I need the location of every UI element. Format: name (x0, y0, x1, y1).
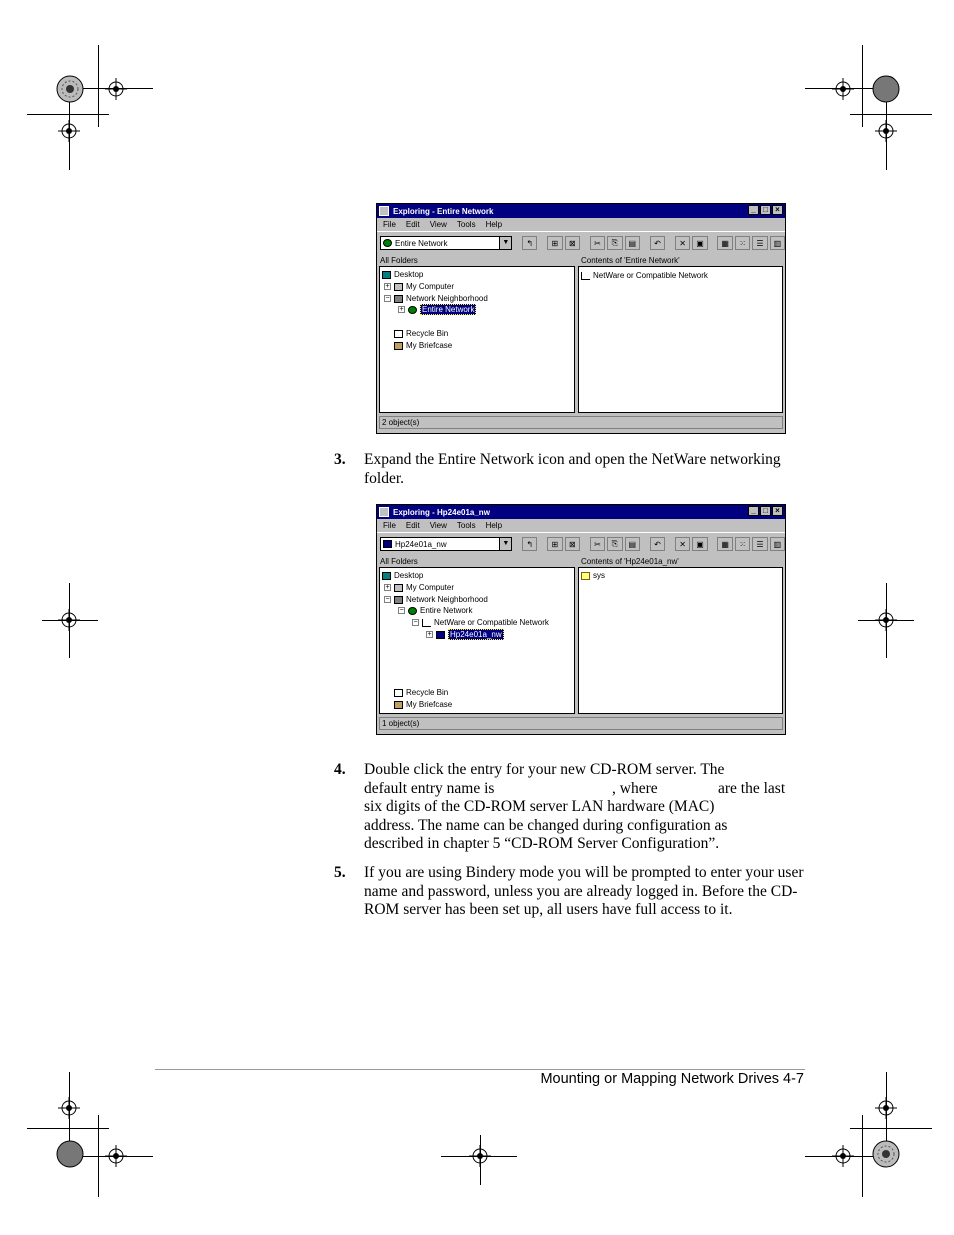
right-pane-header: Contents of 'Entire Network' (581, 255, 680, 265)
menu-file[interactable]: File (383, 521, 396, 530)
tree-item-network-neighborhood[interactable]: − Network Neighborhood (385, 294, 488, 303)
registration-target-icon (875, 609, 897, 631)
registration-target-icon (875, 120, 897, 142)
tree-item-netware-network[interactable]: − NetWare or Compatible Network (413, 618, 549, 627)
menu-bar (377, 519, 785, 532)
registration-target-icon (105, 1145, 127, 1167)
menu-tools[interactable]: Tools (456, 521, 476, 530)
delete-button[interactable]: ✕ (675, 537, 690, 551)
expand-icon[interactable]: + (385, 283, 390, 290)
expand-icon[interactable]: + (385, 584, 390, 591)
collapse-icon[interactable]: − (413, 619, 418, 626)
menu-tools[interactable]: Tools (456, 220, 476, 229)
pane-headers (377, 254, 785, 266)
details-view-button[interactable]: ▥ (770, 537, 785, 551)
chevron-down-icon[interactable]: ▼ (499, 237, 511, 249)
collapse-icon[interactable]: − (385, 596, 390, 603)
netware-network-icon (581, 272, 590, 280)
collapse-icon[interactable]: − (399, 607, 404, 614)
status-bar (379, 416, 783, 429)
registration-target-icon (58, 1097, 80, 1119)
address-value: Hp24e01a_nw (395, 539, 447, 549)
step-number: 3. (334, 451, 346, 468)
title-bar[interactable] (377, 505, 785, 519)
left-pane-header: All Folders (380, 255, 418, 265)
computer-icon (394, 584, 403, 592)
tree-item-my-computer[interactable]: + My Computer (385, 583, 455, 592)
tree-item-my-briefcase[interactable]: My Briefcase (394, 340, 452, 351)
gray-disc-icon (872, 75, 900, 103)
large-icons-button[interactable]: ▦ (717, 537, 732, 551)
list-view-button[interactable]: ☰ (752, 537, 767, 551)
left-pane-header: All Folders (380, 556, 418, 566)
right-pane-header: Contents of 'Hp24e01a_nw' (581, 556, 679, 566)
registration-target-icon (832, 78, 854, 100)
close-button[interactable]: × (772, 205, 783, 215)
list-item[interactable]: sys (581, 570, 605, 581)
paste-button[interactable]: ▤ (625, 236, 640, 250)
list-view-button[interactable]: ☰ (752, 236, 767, 250)
window-title: Exploring - Entire Network (393, 206, 494, 216)
toolbar (377, 532, 785, 555)
registration-target-icon (58, 609, 80, 631)
address-combo[interactable] (380, 537, 512, 551)
copy-button[interactable]: ⎘ (607, 537, 622, 551)
large-icons-button[interactable]: ▦ (717, 236, 732, 250)
computer-icon (394, 283, 403, 291)
map-drive-button[interactable]: ⊞ (547, 537, 562, 551)
explorer-window-entire-network (376, 203, 786, 434)
cut-button[interactable]: ✂ (590, 236, 605, 250)
window-title: Exploring - Hp24e01a_nw (393, 507, 490, 517)
paste-button[interactable]: ▤ (625, 537, 640, 551)
step-text: If you are using Bindery mode you will be prompted to enter your user name and password, unless you are already logged in. Before the CD-ROM server has been set up, all users have full access to it. (364, 864, 804, 919)
contents-pane[interactable] (578, 567, 783, 714)
menu-bar (377, 218, 785, 231)
netware-network-icon (422, 619, 431, 627)
properties-button[interactable]: ▣ (692, 537, 707, 551)
menu-file[interactable]: File (383, 220, 396, 229)
folder-tree[interactable] (379, 567, 575, 714)
expand-icon[interactable]: + (427, 631, 432, 638)
undo-button[interactable]: ↶ (650, 537, 665, 551)
disconnect-drive-button[interactable]: ⊠ (565, 537, 580, 551)
menu-edit[interactable]: Edit (405, 220, 420, 229)
disconnect-drive-button[interactable]: ⊠ (565, 236, 580, 250)
registration-target-icon (469, 1145, 491, 1167)
briefcase-icon (394, 701, 403, 709)
properties-button[interactable]: ▣ (692, 236, 707, 250)
explorer-icon (379, 206, 389, 216)
gray-disc-icon (56, 1140, 84, 1168)
step-text: Double click the entry for your new CD-ROM server. The default entry name is , where are the last six digits of the CD-ROM server LAN hardware (MAC) address. The name can be changed during configuration as described in chapter 5 “CD-ROM Server Configuration”. (364, 761, 786, 853)
chevron-down-icon[interactable]: ▼ (499, 538, 511, 550)
desktop-icon (382, 271, 391, 279)
folder-icon (581, 572, 590, 580)
menu-help[interactable]: Help (485, 521, 503, 530)
registration-target-icon (58, 120, 80, 142)
minimize-button[interactable]: _ (748, 506, 759, 516)
menu-edit[interactable]: Edit (405, 521, 420, 530)
network-neighborhood-icon (394, 596, 403, 604)
network-globe-icon (383, 239, 392, 247)
expand-icon[interactable]: + (399, 306, 404, 313)
recycle-bin-icon (394, 689, 403, 697)
explorer-window-hp24e01a (376, 504, 786, 735)
menu-view[interactable]: View (429, 220, 447, 229)
toolbar (377, 231, 785, 254)
registration-target-icon (832, 1145, 854, 1167)
map-drive-button[interactable]: ⊞ (547, 236, 562, 250)
up-folder-button[interactable]: ↰ (522, 236, 537, 250)
step-text: Expand the Entire Network icon and open the NetWare networking folder. (364, 451, 781, 487)
close-button[interactable]: × (772, 506, 783, 516)
footer-rule (155, 1069, 805, 1070)
registration-target-icon (875, 1097, 897, 1119)
cut-button[interactable]: ✂ (590, 537, 605, 551)
explorer-icon (379, 507, 389, 517)
network-neighborhood-icon (394, 295, 403, 303)
maximize-button[interactable]: □ (760, 205, 771, 215)
network-globe-icon (408, 607, 417, 615)
up-folder-button[interactable]: ↰ (522, 537, 537, 551)
menu-help[interactable]: Help (485, 220, 503, 229)
address-combo[interactable] (380, 236, 512, 250)
status-text: 2 object(s) (382, 418, 420, 427)
maximize-button[interactable]: □ (760, 506, 771, 516)
delete-button[interactable]: ✕ (675, 236, 690, 250)
server-icon (436, 631, 445, 639)
status-text: 1 object(s) (382, 719, 420, 728)
tree-item-desktop[interactable]: Desktop (382, 269, 423, 280)
small-icons-button[interactable]: ⁙ (735, 236, 750, 250)
network-globe-icon (408, 306, 417, 314)
minimize-button[interactable]: _ (748, 205, 759, 215)
page-footer: Mounting or Mapping Network Drives 4-7 (540, 1071, 804, 1087)
step-number: 4. (334, 761, 346, 778)
address-value: Entire Network (395, 238, 448, 248)
starburst-icon (56, 75, 84, 103)
contents-pane[interactable] (578, 266, 783, 413)
folder-tree[interactable] (379, 266, 575, 413)
tree-item-entire-network[interactable]: − Entire Network (399, 606, 473, 615)
details-view-button[interactable]: ▥ (770, 236, 785, 250)
tree-item-entire-network[interactable]: + Entire Network (399, 305, 475, 314)
collapse-icon[interactable]: − (385, 295, 390, 302)
copy-button[interactable]: ⎘ (607, 236, 622, 250)
menu-view[interactable]: View (429, 521, 447, 530)
tree-item-recycle-bin[interactable]: Recycle Bin (394, 687, 448, 698)
pane-headers (377, 555, 785, 567)
registration-target-icon (105, 78, 127, 100)
server-icon (383, 540, 392, 548)
tree-item-desktop[interactable]: Desktop (382, 570, 423, 581)
undo-button[interactable]: ↶ (650, 236, 665, 250)
tree-item-hp24e01a-nw[interactable]: + Hp24e01a_nw (427, 630, 502, 639)
tree-item-recycle-bin[interactable]: Recycle Bin (394, 328, 448, 339)
desktop-icon (382, 572, 391, 580)
recycle-bin-icon (394, 330, 403, 338)
status-bar (379, 717, 783, 730)
list-item[interactable]: NetWare or Compatible Network (581, 270, 708, 281)
tree-item-network-neighborhood[interactable]: − Network Neighborhood (385, 595, 488, 604)
step-number: 5. (334, 864, 346, 881)
briefcase-icon (394, 342, 403, 350)
small-icons-button[interactable]: ⁙ (735, 537, 750, 551)
title-bar[interactable] (377, 204, 785, 218)
tree-item-my-briefcase[interactable]: My Briefcase (394, 699, 452, 710)
starburst-icon (872, 1140, 900, 1168)
tree-item-my-computer[interactable]: + My Computer (385, 282, 455, 291)
